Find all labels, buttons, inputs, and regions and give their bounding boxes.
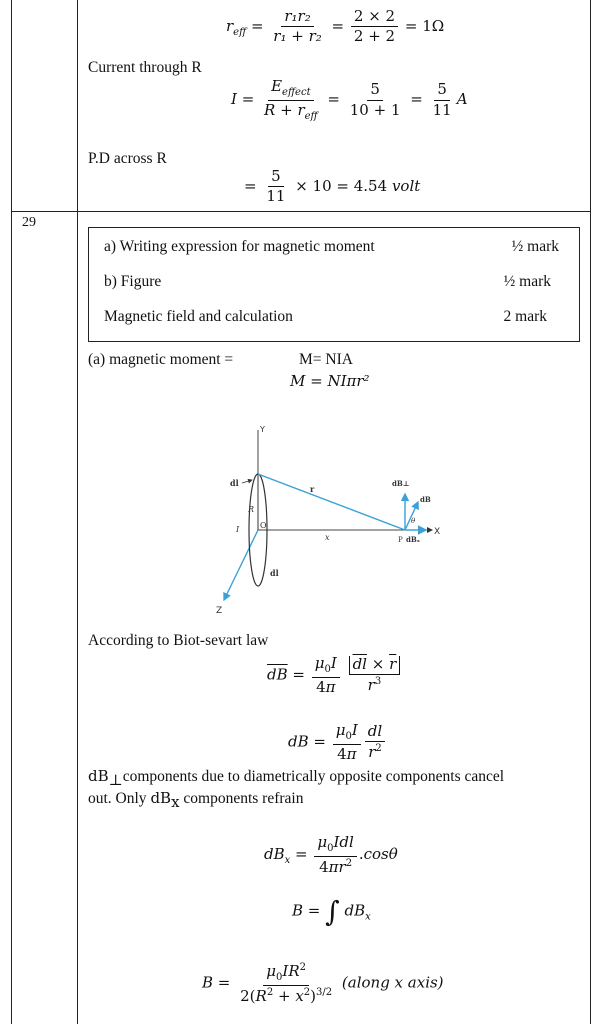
biot-savart-label: According to Biot-sevart law bbox=[88, 632, 269, 649]
b-integral-formula: B = ∫ $dB_x$ bbox=[292, 895, 371, 928]
z-axis bbox=[224, 530, 258, 600]
mark-row: a) Writing expression for magnetic moment ½ mark bbox=[104, 238, 559, 255]
current-label-I: I bbox=[236, 525, 240, 534]
r-vector-label: r bbox=[310, 484, 315, 494]
x-axis-label: X bbox=[434, 527, 441, 537]
current-frac3: $\frac{5}{11}$ bbox=[432, 80, 452, 119]
b-final-formula: B = $\frac{\mu_0IR^2}{2(R^2 + x^2)^{3/2}}$ (along x axis) bbox=[202, 962, 444, 1005]
mark-row: b) Figure ½ mark bbox=[104, 273, 551, 290]
mark-row: Magnetic field and calculation 2 mark bbox=[104, 308, 547, 325]
magnetic-moment-label: (a) magnetic moment = bbox=[88, 351, 234, 368]
dl-bottom-label: dl bbox=[270, 568, 279, 578]
r-vector bbox=[258, 474, 405, 530]
r-eff-lhs: r bbox=[226, 16, 234, 35]
pd-formula: = $\frac{5}{11}$ × 10 = 4.54 volt bbox=[244, 167, 421, 206]
biot-savart-loop-figure bbox=[200, 420, 460, 615]
moment-eq1: M= NIA bbox=[299, 351, 353, 368]
dbx-formula: $dB_x$ = $\frac{\mu_0Idl}{4\pi r^2}$ .cosθ bbox=[264, 833, 398, 876]
table-left-border bbox=[11, 0, 12, 1024]
dl-top-label: dl bbox=[230, 478, 239, 488]
current-label: Current through R bbox=[88, 59, 202, 76]
origin-label: O bbox=[260, 521, 267, 530]
cancel-text-line2: out. Only $dB_x$ components refrain bbox=[88, 789, 304, 812]
y-axis-label: Y bbox=[260, 425, 265, 434]
dB-vector bbox=[405, 502, 418, 530]
r-eff-formula: $r_{eff}$ = $\frac{\text{r₁r₂}}{\text{r₁ + r₂}}$ = $\frac{2 \times 2}{2 + 2}$ = 1Ω bbox=[226, 7, 445, 46]
x-distance-label: x bbox=[325, 533, 330, 542]
point-p-label: P bbox=[398, 536, 403, 544]
dB-x-label: dBₓ bbox=[406, 535, 421, 544]
row-divider bbox=[11, 211, 591, 212]
current-formula: I = $\frac{E_{effect}}{R + r_{eff}}$ = $\frac{5}{10 + 1}$ = $\frac{5}{11}$ A bbox=[231, 77, 468, 122]
r-eff-frac2: $\frac{2 \times 2}{2 + 2}$ bbox=[351, 8, 398, 46]
biot-savart-vector-formula: $\overline{dB}$ = $\frac{\mu_0I}{4\pi}$ $\frac{\overline{dl} \times \overline{r}}{r^3}$ bbox=[267, 655, 402, 696]
r-eff-result: = 1Ω bbox=[404, 16, 445, 35]
current-frac2: $\frac{5}{10 + 1}$ bbox=[349, 80, 401, 119]
theta-label: θ bbox=[411, 517, 416, 525]
marking-scheme-box bbox=[88, 227, 580, 342]
table-column-divider bbox=[77, 0, 78, 1024]
dB-perp-label: dB⊥ bbox=[392, 479, 410, 488]
dB-label: dB bbox=[420, 495, 431, 504]
biot-savart-scalar-formula: dB = $\frac{\mu_0I}{4\pi}$ $\frac{dl}{r^2}$ bbox=[288, 722, 387, 763]
pd-frac: $\frac{5}{11}$ bbox=[266, 167, 286, 206]
z-axis-label: Z bbox=[216, 606, 223, 615]
r-eff-frac1: $\frac{\text{r₁r₂}}{\text{r₁ + r₂}}$ bbox=[273, 7, 322, 46]
question-number: 29 bbox=[22, 215, 36, 230]
cancel-text-line1: $dB_\perp components$ due to diametrically opposite components cancel bbox=[88, 767, 505, 790]
dl-top-arrow bbox=[242, 480, 252, 483]
pd-label: P.D across R bbox=[88, 150, 167, 167]
moment-eq2: M = NIπr² bbox=[290, 372, 370, 390]
radius-label: R bbox=[248, 505, 255, 514]
current-frac1: $\frac{E_{effect}}{R + r_{eff}}$ bbox=[264, 77, 318, 122]
